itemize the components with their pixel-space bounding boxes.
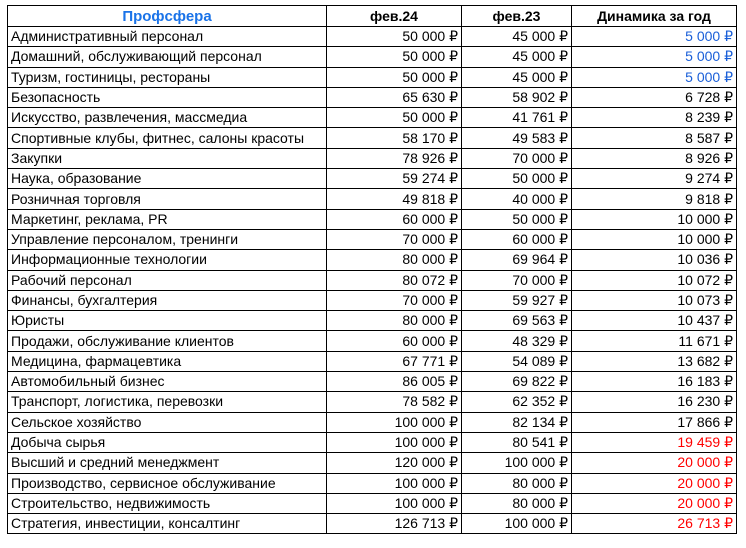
cell-dynamics: 20 000 ₽ [572,453,737,473]
cell-feb23: 60 000 ₽ [462,229,572,249]
cell-feb24: 58 170 ₽ [327,128,462,148]
cell-feb24: 100 000 ₽ [327,432,462,452]
table-row [8,67,737,87]
cell-feb24: 60 000 ₽ [327,209,462,229]
cell-category: Стратегия, инвестиции, консалтинг [8,514,327,534]
table-row [8,372,737,392]
cell-category: Рабочий персонал [8,270,327,290]
table-row [8,47,737,67]
header-feb24: фев.24 [327,6,462,27]
table-row [8,514,737,534]
table-row [8,270,737,290]
header-feb23: фев.23 [462,6,572,27]
cell-dynamics: 10 437 ₽ [572,311,737,331]
header-category: Профсфера [8,6,327,27]
cell-category: Наука, образование [8,169,327,189]
table-row [8,27,737,47]
cell-dynamics: 5 000 ₽ [572,27,737,47]
cell-feb23: 48 329 ₽ [462,331,572,351]
table-row [8,128,737,148]
cell-dynamics: 16 183 ₽ [572,372,737,392]
table-row [8,209,737,229]
table-row [8,493,737,513]
cell-category: Розничная торговля [8,189,327,209]
cell-feb24: 59 274 ₽ [327,169,462,189]
cell-feb24: 80 000 ₽ [327,250,462,270]
table-row [8,87,737,107]
cell-feb24: 100 000 ₽ [327,473,462,493]
cell-feb23: 69 563 ₽ [462,311,572,331]
cell-feb24: 50 000 ₽ [327,27,462,47]
cell-category: Высший и средний менеджмент [8,453,327,473]
cell-dynamics: 16 230 ₽ [572,392,737,412]
table-row [8,229,737,249]
cell-dynamics: 10 036 ₽ [572,250,737,270]
cell-feb24: 80 072 ₽ [327,270,462,290]
cell-feb23: 70 000 ₽ [462,148,572,168]
table-header [8,6,737,27]
cell-feb23: 69 822 ₽ [462,372,572,392]
cell-dynamics: 5 000 ₽ [572,47,737,67]
cell-feb23: 50 000 ₽ [462,169,572,189]
cell-feb23: 41 761 ₽ [462,108,572,128]
cell-dynamics: 11 671 ₽ [572,331,737,351]
table-row [8,453,737,473]
cell-category: Строительство, недвижимость [8,493,327,513]
salary-table-container [7,5,737,534]
cell-dynamics: 26 713 ₽ [572,514,737,534]
cell-feb24: 78 582 ₽ [327,392,462,412]
table-body [8,27,737,534]
cell-category: Спортивные клубы, фитнес, салоны красоты [8,128,327,148]
header-row [8,6,737,27]
cell-category: Информационные технологии [8,250,327,270]
cell-feb24: 80 000 ₽ [327,311,462,331]
cell-feb24: 70 000 ₽ [327,229,462,249]
cell-feb23: 59 927 ₽ [462,290,572,310]
table-row [8,392,737,412]
cell-feb24: 126 713 ₽ [327,514,462,534]
cell-dynamics: 9 274 ₽ [572,169,737,189]
cell-feb24: 100 000 ₽ [327,412,462,432]
header-dynamics: Динамика за год [572,6,737,27]
cell-category: Искусство, развлечения, массмедиа [8,108,327,128]
cell-category: Медицина, фармацевтика [8,351,327,371]
cell-category: Финансы, бухгалтерия [8,290,327,310]
cell-category: Закупки [8,148,327,168]
table-row [8,250,737,270]
cell-feb24: 67 771 ₽ [327,351,462,371]
cell-feb23: 69 964 ₽ [462,250,572,270]
cell-feb23: 70 000 ₽ [462,270,572,290]
table-row [8,189,737,209]
cell-category: Домашний, обслуживающий персонал [8,47,327,67]
cell-dynamics: 10 000 ₽ [572,209,737,229]
cell-dynamics: 20 000 ₽ [572,473,737,493]
cell-category: Управление персоналом, тренинги [8,229,327,249]
cell-dynamics: 13 682 ₽ [572,351,737,371]
table-row [8,290,737,310]
cell-dynamics: 10 073 ₽ [572,290,737,310]
cell-feb23: 50 000 ₽ [462,209,572,229]
table-row [8,148,737,168]
cell-feb24: 50 000 ₽ [327,108,462,128]
cell-dynamics: 8 587 ₽ [572,128,737,148]
cell-category: Продажи, обслуживание клиентов [8,331,327,351]
cell-dynamics: 10 072 ₽ [572,270,737,290]
cell-dynamics: 8 926 ₽ [572,148,737,168]
cell-dynamics: 20 000 ₽ [572,493,737,513]
cell-dynamics: 19 459 ₽ [572,432,737,452]
cell-feb24: 100 000 ₽ [327,493,462,513]
table-row [8,351,737,371]
cell-category: Административный персонал [8,27,327,47]
cell-dynamics: 6 728 ₽ [572,87,737,107]
cell-category: Сельское хозяйство [8,412,327,432]
cell-feb23: 100 000 ₽ [462,453,572,473]
cell-feb23: 82 134 ₽ [462,412,572,432]
cell-feb24: 65 630 ₽ [327,87,462,107]
cell-feb23: 80 000 ₽ [462,473,572,493]
salary-table [7,5,737,534]
table-row [8,169,737,189]
cell-dynamics: 9 818 ₽ [572,189,737,209]
cell-category: Добыча сырья [8,432,327,452]
cell-dynamics: 10 000 ₽ [572,229,737,249]
cell-feb24: 49 818 ₽ [327,189,462,209]
cell-feb24: 70 000 ₽ [327,290,462,310]
table-row [8,108,737,128]
cell-feb24: 60 000 ₽ [327,331,462,351]
table-row [8,331,737,351]
cell-feb23: 40 000 ₽ [462,189,572,209]
table-row [8,311,737,331]
cell-feb23: 45 000 ₽ [462,27,572,47]
cell-category: Транспорт, логистика, перевозки [8,392,327,412]
cell-category: Туризм, гостиницы, рестораны [8,67,327,87]
cell-feb23: 49 583 ₽ [462,128,572,148]
cell-feb24: 78 926 ₽ [327,148,462,168]
table-row [8,473,737,493]
cell-feb23: 100 000 ₽ [462,514,572,534]
cell-category: Маркетинг, реклама, PR [8,209,327,229]
cell-feb24: 50 000 ₽ [327,47,462,67]
cell-category: Автомобильный бизнес [8,372,327,392]
cell-feb23: 45 000 ₽ [462,67,572,87]
table-row [8,432,737,452]
cell-feb23: 80 541 ₽ [462,432,572,452]
cell-feb23: 45 000 ₽ [462,47,572,67]
cell-feb23: 58 902 ₽ [462,87,572,107]
cell-feb23: 62 352 ₽ [462,392,572,412]
cell-feb23: 54 089 ₽ [462,351,572,371]
table-row [8,412,737,432]
cell-feb24: 120 000 ₽ [327,453,462,473]
cell-dynamics: 17 866 ₽ [572,412,737,432]
cell-dynamics: 8 239 ₽ [572,108,737,128]
cell-feb24: 50 000 ₽ [327,67,462,87]
cell-category: Юристы [8,311,327,331]
cell-category: Производство, сервисное обслуживание [8,473,327,493]
cell-feb23: 80 000 ₽ [462,493,572,513]
cell-category: Безопасность [8,87,327,107]
cell-feb24: 86 005 ₽ [327,372,462,392]
cell-dynamics: 5 000 ₽ [572,67,737,87]
